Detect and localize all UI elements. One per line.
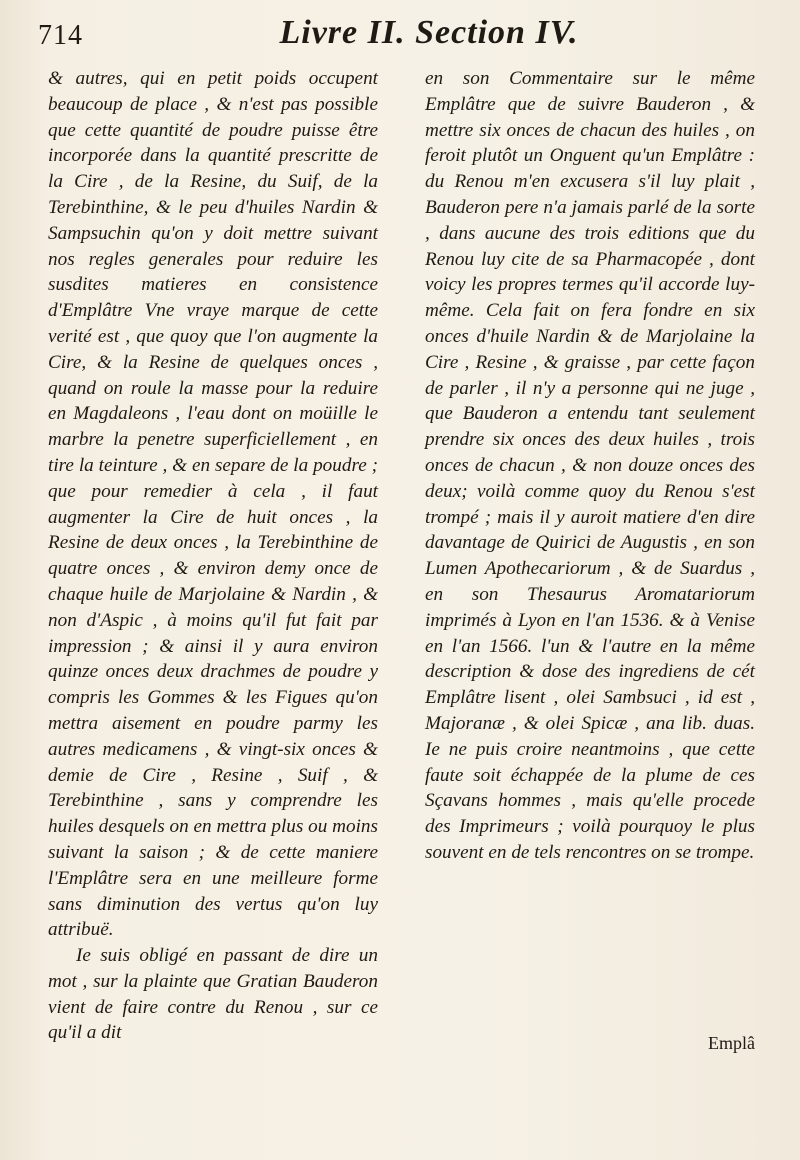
page-number: 714 — [38, 20, 83, 51]
left-paragraph-2: Ie suis obligé en passant de dire un mot , sur la plainte que Gratian Bauderon vient de faire contre du Renou , sur ce qu'il a dit — [48, 945, 378, 1044]
page-header — [38, 14, 760, 54]
right-paragraph-1: en son Commentaire sur le même Emplâtre que de suivre Bauderon , & mettre six onces de chacun des huiles , on feroit plutôt un Onguent qu'un Emplâtre : du Renou m'en excusera s'il luy plait , Bauderon pere n'a jamais parlé de la sorte , dans aucune des trois editions que du Renou luy cite de sa Pharmacopée , dont voicy les propres termes qu'il accorde luy-même. Cela fait on fera fondre en six onces d'huile Nardin & de Marjolaine la Cire , Resine , & graisse , par cette façon de parler , il n'y a personne qui ne juge , que Bauderon a entendu tant seulement prendre six onces des deux huiles , trois onces de chacun , & non douze onces des deux; voilà comme quoy du Renou s'est trompé ; mais il y auroit matiere d'en dire davantage de Quirici de Augustis , en son Lumen Apothecariorum , & de Suardus , en son Thesaurus Aromatariorum imprimés à Lyon en l'an 1536. & à Venise en l'an 1566. l'un & l'autre en la même description & dose des ingrediens de cét Emplâtre lisent , olei Sambsuci , id est , Majoranæ , & olei Spicæ , ana lib. duas. Ie ne puis croire neantmoins , que cette faute soit échappée de la plume de ces Sçavans hommes , mais qu'elle procede des Imprimeurs ; voilà pourquoy le plus souvent en de tels rencontres on se trompe. — [425, 68, 755, 863]
left-column — [48, 66, 378, 1046]
right-column — [425, 66, 755, 866]
left-paragraph-1: & autres, qui en petit poids occupent beaucoup de place , & n'est pas possible que cette quantité de poudre puisse être incorporée dans la quantité prescritte de la Cire , de la Resine, du Suif, de la Terebinthine, & le peu d'huiles Nardin & Sampsuchin qu'on y doit mettre suivant nos regles generales pour reduire les susdites matieres en consistence d'Emplâtre Vne vraye marque de cette verité est , que quoy que l'on augmente la Cire, & la Resine de quelques onces , quand on roule la masse pour la reduire en Magdaleons , l'eau dont on moüille le marbre la penetre superficiellement , en tire la teinture , & en separe de la poudre ; que pour remedier à cela , il faut augmenter la Cire de huit onces , la Resine de deux onces , la Terebinthine de quatre onces , & environ demy once de chaque huile de Marjolaine & Nardin , & non d'Aspic , à moins qu'il fut fait par impression ; & ainsi il y aura environ quinze onces deux drachmes de poudre y compris les Gommes & les Figues qu'on mettra aisement en poudre parmy les autres medicamens , & vingt-six onces & demie de Cire , Resine , Suif , & Terebinthine , sans y comprendre les huiles desquels on en mettra plus ou moins suivant la saison ; & de cette maniere l'Emplâtre sera en une meilleure forme sans diminution des vertus qu'on luy attribuë. — [48, 68, 378, 941]
catchword: Emplâ — [708, 1033, 755, 1053]
running-head: Livre II. Section IV. — [279, 14, 579, 51]
